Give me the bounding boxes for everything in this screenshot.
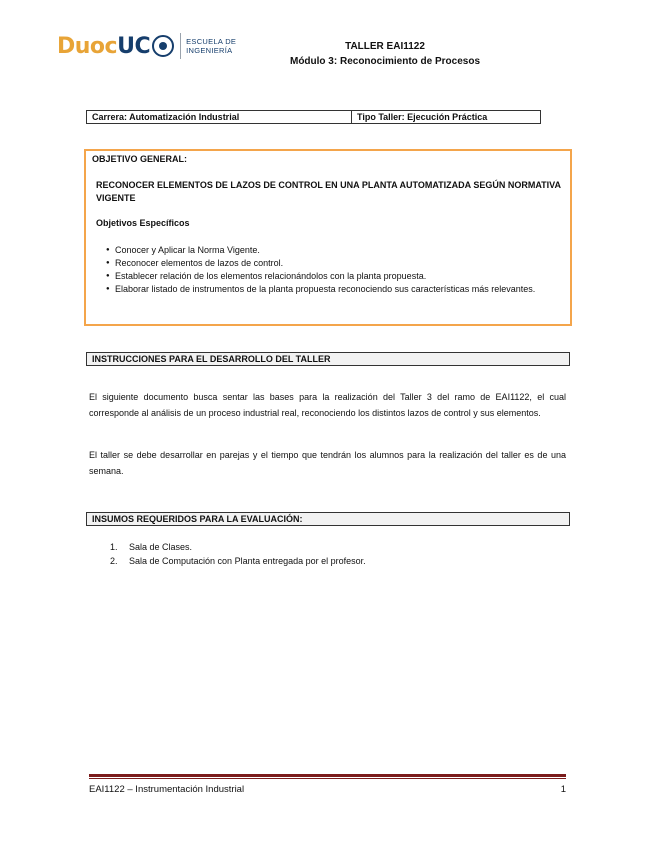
- instructions-paragraph-1: El siguiente documento busca sentar las bases para la realización del Taller 3 del ramo de EAI1122, el cual corresponde al análisis de un proceso industrial real, reconociendo los distintos lazos de control y sus elementos.: [89, 392, 566, 418]
- inputs-list: [110, 540, 366, 568]
- general-objective: RECONOCER ELEMENTOS DE LAZOS DE CONTROL EN UNA PLANTA AUTOMATIZADA SEGÚN NORMATIVA VIGENTE: [96, 180, 561, 203]
- specific-objectives-list: [108, 244, 566, 296]
- logo-divider: [180, 33, 181, 59]
- logo-school-line1: ESCUELA DE: [186, 37, 237, 46]
- list-item-text: Elaborar listado de instrumentos de la planta propuesta reconociendo sus características más relevantes.: [115, 284, 536, 294]
- logo-duoc-text: Duoc: [57, 33, 118, 59]
- list-item-text: Conocer y Aplicar la Norma Vigente.: [115, 245, 260, 255]
- footer-rule: [89, 774, 566, 777]
- list-item-text: Sala de Clases.: [129, 542, 193, 552]
- list-item-text: Sala de Computación con Planta entregada por el profesor.: [129, 556, 366, 566]
- instructions-paragraph-2: El taller se debe desarrollar en parejas y el tiempo que tendrán los alumnos para la realización del taller es de una semana.: [89, 450, 566, 476]
- career-cell: Carrera: Automatización Industrial: [87, 111, 352, 123]
- footer-rule-thin: [89, 778, 566, 779]
- page-number: 1: [560, 784, 566, 795]
- list-item-text: Establecer relación de los elementos relacionándolos con la planta propuesta.: [115, 271, 427, 281]
- objective-heading: OBJETIVO GENERAL:: [92, 154, 188, 164]
- list-item: [110, 540, 366, 554]
- list-item-number: 1.: [110, 542, 118, 552]
- inputs-heading: INSUMOS REQUERIDOS PARA LA EVALUACIÓN:: [86, 512, 570, 526]
- footer-course: EAI1122 – Instrumentación Industrial: [89, 784, 245, 795]
- logo-school-line2: INGENIERÍA: [186, 46, 233, 55]
- logo-uc-text: UC: [117, 33, 151, 59]
- list-item: [108, 270, 566, 283]
- document-title: TALLER EAI1122: [345, 41, 425, 52]
- instructions-heading: INSTRUCCIONES PARA EL DESARROLLO DEL TALLER: [86, 352, 570, 366]
- list-item: [108, 244, 566, 257]
- workshop-type-cell: Tipo Taller: Ejecución Práctica: [357, 112, 488, 122]
- logo-seal-icon: [152, 35, 174, 57]
- list-item: [108, 257, 566, 270]
- list-item-number: 2.: [110, 556, 118, 566]
- duoc-uc-logo: [57, 30, 236, 62]
- document-subtitle: Módulo 3: Reconocimiento de Procesos: [289, 56, 481, 67]
- objective-box: [84, 149, 572, 326]
- list-item-text: Reconocer elementos de lazos de control.: [115, 258, 284, 268]
- info-table: [86, 110, 541, 124]
- list-item: [108, 283, 566, 296]
- list-item: [110, 554, 366, 568]
- logo-school-name: [186, 37, 236, 55]
- specific-objectives-heading: Objetivos Específicos: [96, 218, 190, 228]
